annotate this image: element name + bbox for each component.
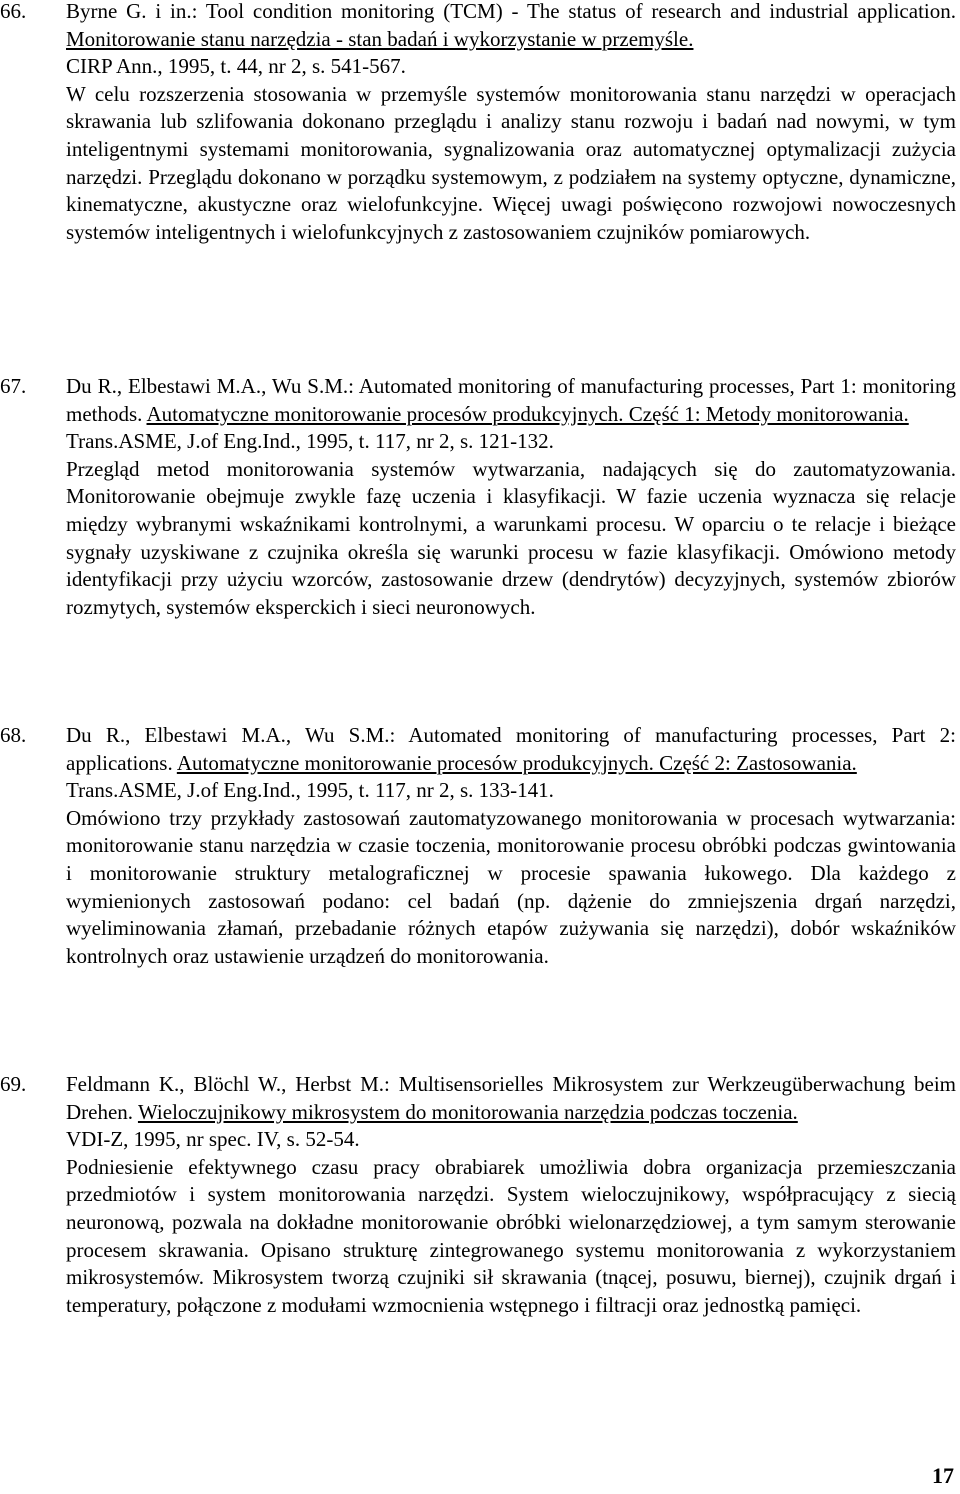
entry-title: Automated monitoring of manufacturing processes, Part 2: applications. <box>66 723 956 775</box>
entry-translation: Automatyczne monitorowanie procesów produkcyjnych. Część 2: Zastosowania. <box>176 750 857 775</box>
entry-authors: Byrne G. i in.: <box>66 0 198 23</box>
page-number: 17 <box>932 1463 954 1488</box>
entry-authors: Du R., Elbestawi M.A., Wu S.M.: <box>66 374 354 398</box>
entry-content <box>66 722 956 970</box>
entry-number: 66. <box>0 0 27 23</box>
entry-citation <box>66 373 956 428</box>
bibliography-entry <box>0 722 956 970</box>
entry-translation: Wieloczujnikowy mikrosystem do monitorowania narzędzia podczas toczenia. <box>137 1099 798 1124</box>
entry-title: Multisensorielles Mikrosystem zur Werkzeugüberwachung beim Drehen. <box>66 1072 956 1124</box>
entry-source: Trans.ASME, J.of Eng.Ind., 1995, t. 117, nr 2, s. 121-132. <box>66 429 554 454</box>
entry-authors: Feldmann K., Blöchl W., Herbst M.: <box>66 1072 390 1096</box>
bibliography-entry <box>0 1071 956 1319</box>
entry-title: Automated monitoring of manufacturing processes, Part 1: monitoring methods. <box>66 374 956 426</box>
entry-number: 68. <box>0 723 27 747</box>
entry-citation <box>66 0 956 53</box>
entry-source: VDI-Z, 1995, nr spec. IV, s. 52-54. <box>66 1127 360 1152</box>
entry-citation <box>66 1071 956 1126</box>
entry-content <box>66 373 956 621</box>
entry-abstract: Podniesienie efektywnego czasu pracy obrabiarek umożliwia dobra organizacja przemieszczania przedmiotów i system monitorowania narzędzi. System wieloczujnikowy, współpracujący z siecią neuronową, pozwala na dokładne monitorowanie obróbki wielonarzędziowej, a tym samym sterowanie procesem skrawania. Opisano strukturę zintegrowanego systemu monitorowania z wykorzystaniem mikrosystemów. Mikrosystem tworzą czujniki sił skrawania (tnącej, posuwu, biernej), czujnik drgań i temperatury, połączone z modułami wzmocnienia wstępnego i filtracji oraz jednostką pamięci. <box>66 1154 956 1317</box>
entry-translation: Monitorowanie stanu narzędzia - stan badań i wykorzystanie w przemyśle. <box>66 26 694 51</box>
entry-content <box>66 0 956 246</box>
entry-content <box>66 1071 956 1319</box>
entry-authors: Du R., Elbestawi M.A., Wu S.M.: <box>66 723 396 747</box>
entry-title: Tool condition monitoring (TCM) - The status of research and industrial application. <box>197 0 956 23</box>
entry-source: CIRP Ann., 1995, t. 44, nr 2, s. 541-567. <box>66 54 406 79</box>
entry-abstract: Omówiono trzy przykłady zastosowań zautomatyzowanego monitorowania w procesach wytwarzania: monitorowanie stanu narzędzia w czasie toczenia, monitorowanie procesu obróbki podczas gwintowania i monitorowanie struktury metalograficznej w procesie spawania łukowego. Dla każdego z wymienionych zastosowań podano: cel badań (np. dążenie do zmniejszenia drgań narzędzi, wyeliminowania złamań, przebadanie różnych etapów zużywania się narzędzi), dobór wskaźników kontrolnych oraz ustawienie urządzeń do monitorowania. <box>66 805 956 968</box>
bibliography-entry <box>0 0 956 246</box>
entry-source: Trans.ASME, J.of Eng.Ind., 1995, t. 117, nr 2, s. 133-141. <box>66 778 554 803</box>
entry-number: 67. <box>0 374 27 398</box>
entry-abstract: Przegląd metod monitorowania systemów wytwarzania, nadających się do zautomatyzowania. Monitorowanie obejmuje zwykle fazę uczenia i klasyfikacji. W fazie uczenia wyznacza się relacje między wybranymi wskaźnikami kontrolnymi, a warunkami procesu. W oparciu o te relacje i bieżące sygnały uzyskiwane z czujnika określa się warunki procesu w fazie klasyfikacji. Omówiono metody identyfikacji przy użyciu wzorców, zastosowanie drzew (dendrytów) decyzyjnych, systemów zbiorów rozmytych, systemów eksperckich i sieci neuronowych. <box>66 456 956 619</box>
entry-translation: Automatyczne monitorowanie procesów produkcyjnych. Część 1: Metody monitorowania. <box>146 401 909 426</box>
entry-abstract: W celu rozszerzenia stosowania w przemyśle systemów monitorowania stanu narzędzi w operacjach skrawania lub szlifowania dokonano przeglądu i analizy stanu rozwoju i badań nad nowymi, w tym inteligentnymi systemami monitorowania, sygnalizowania oraz automatycznej optymalizacji zużycia narzędzi. Przeglądu dokonano w porządku systemowym, z podziałem na systemy optyczne, dynamiczne, kinematyczne, akustyczne oraz wielofunkcyjne. Więcej uwagi poświęcono rozwojowi nowoczesnych systemów inteligentnych i wielofunkcyjnych z zastosowaniem czujników pomiarowych. <box>66 81 956 244</box>
entry-citation <box>66 722 956 777</box>
bibliography-entry <box>0 373 956 621</box>
entry-number: 69. <box>0 1072 27 1096</box>
